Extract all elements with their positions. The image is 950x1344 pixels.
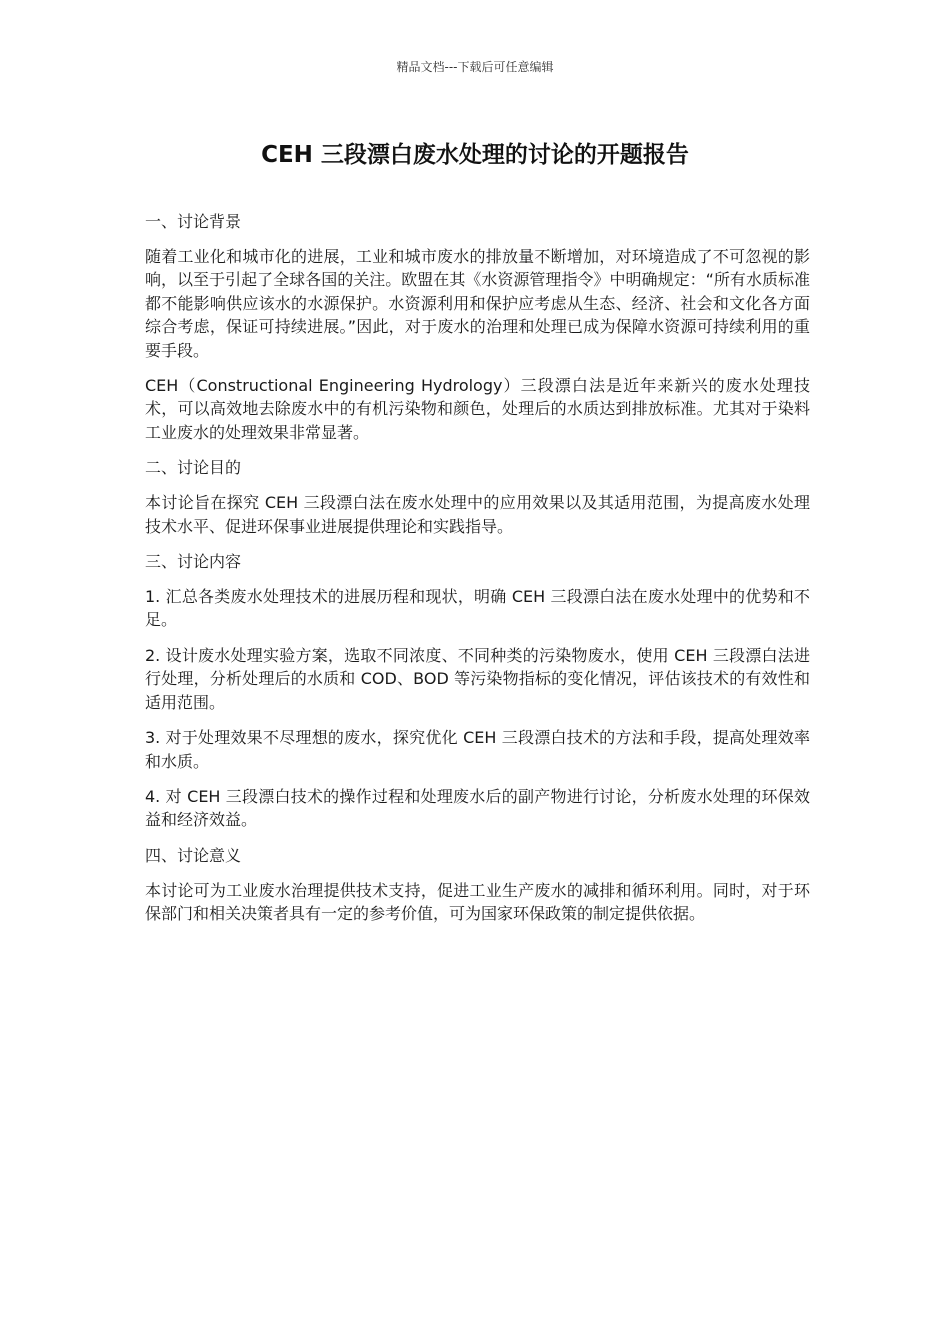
paragraph: 随着工业化和城市化的进展，工业和城市废水的排放量不断增加，对环境造成了不可忽视的影响，以至于引起了全球各国的关注。欧盟在其《水资源管理指令》中明确规定：“所有水质标准都不能影响供应该水的水源保护。水资源利用和保护应考虑从生态、经济、社会和文化各方面综合考虑，保证可持续进展。”因此，对于废水的治理和处理已成为保障水资源可持续利用的重要手段。 [145, 247, 810, 360]
section-heading: 四、讨论意义 [145, 845, 242, 865]
section-background [145, 210, 810, 444]
paragraph: CEH（Constructional Engineering Hydrology）三段漂白法是近年来新兴的废水处理技术，可以高效地去除废水中的有机污染物和颜色，处理后的水质达到排放标准。尤其对于染料工业废水的处理效果非常显著。 [145, 376, 810, 442]
section-content [145, 550, 810, 832]
section-heading: 二、讨论目的 [145, 458, 242, 478]
paragraph: 本讨论可为工业废水治理提供技术支持，促进工业生产废水的减排和循环利用。同时，对于环保部门和相关决策者具有一定的参考价值，可为国家环保政策的制定提供依据。 [145, 880, 810, 924]
paragraph: 本讨论旨在探究 CEH 三段漂白法在废水处理中的应用效果以及其适用范围，为提高废水处理技术水平、促进环保事业进展提供理论和实践指导。 [145, 493, 810, 536]
document-body [145, 210, 810, 938]
list-item: 2. 设计废水处理实验方案，选取不同浓度、不同种类的污染物废水，使用 CEH 三段漂白法进行处理，分析处理后的水质和 COD、BOD 等污染物指标的变化情况，评估该技术的有效性和适用范围。 [145, 645, 810, 712]
document-title: CEH 三段漂白废水处理的讨论的开题报告 [261, 142, 689, 168]
section-significance [145, 844, 810, 926]
list-item: 1. 汇总各类废水处理技术的进展历程和现状，明确 CEH 三段漂白法在废水处理中的优势和不足。 [145, 587, 810, 630]
section-purpose [145, 456, 810, 538]
list-item: 3. 对于处理效果不尽理想的废水，探究优化 CEH 三段漂白技术的方法和手段，提高处理效率和水质。 [145, 728, 810, 771]
header-note: 精品文档---下载后可任意编辑 [396, 60, 554, 74]
section-heading: 一、讨论背景 [145, 212, 242, 231]
list-item: 4. 对 CEH 三段漂白技术的操作过程和处理废水后的副产物进行讨论，分析废水处理的环保效益和经济效益。 [145, 786, 810, 830]
section-heading: 三、讨论内容 [145, 552, 242, 572]
